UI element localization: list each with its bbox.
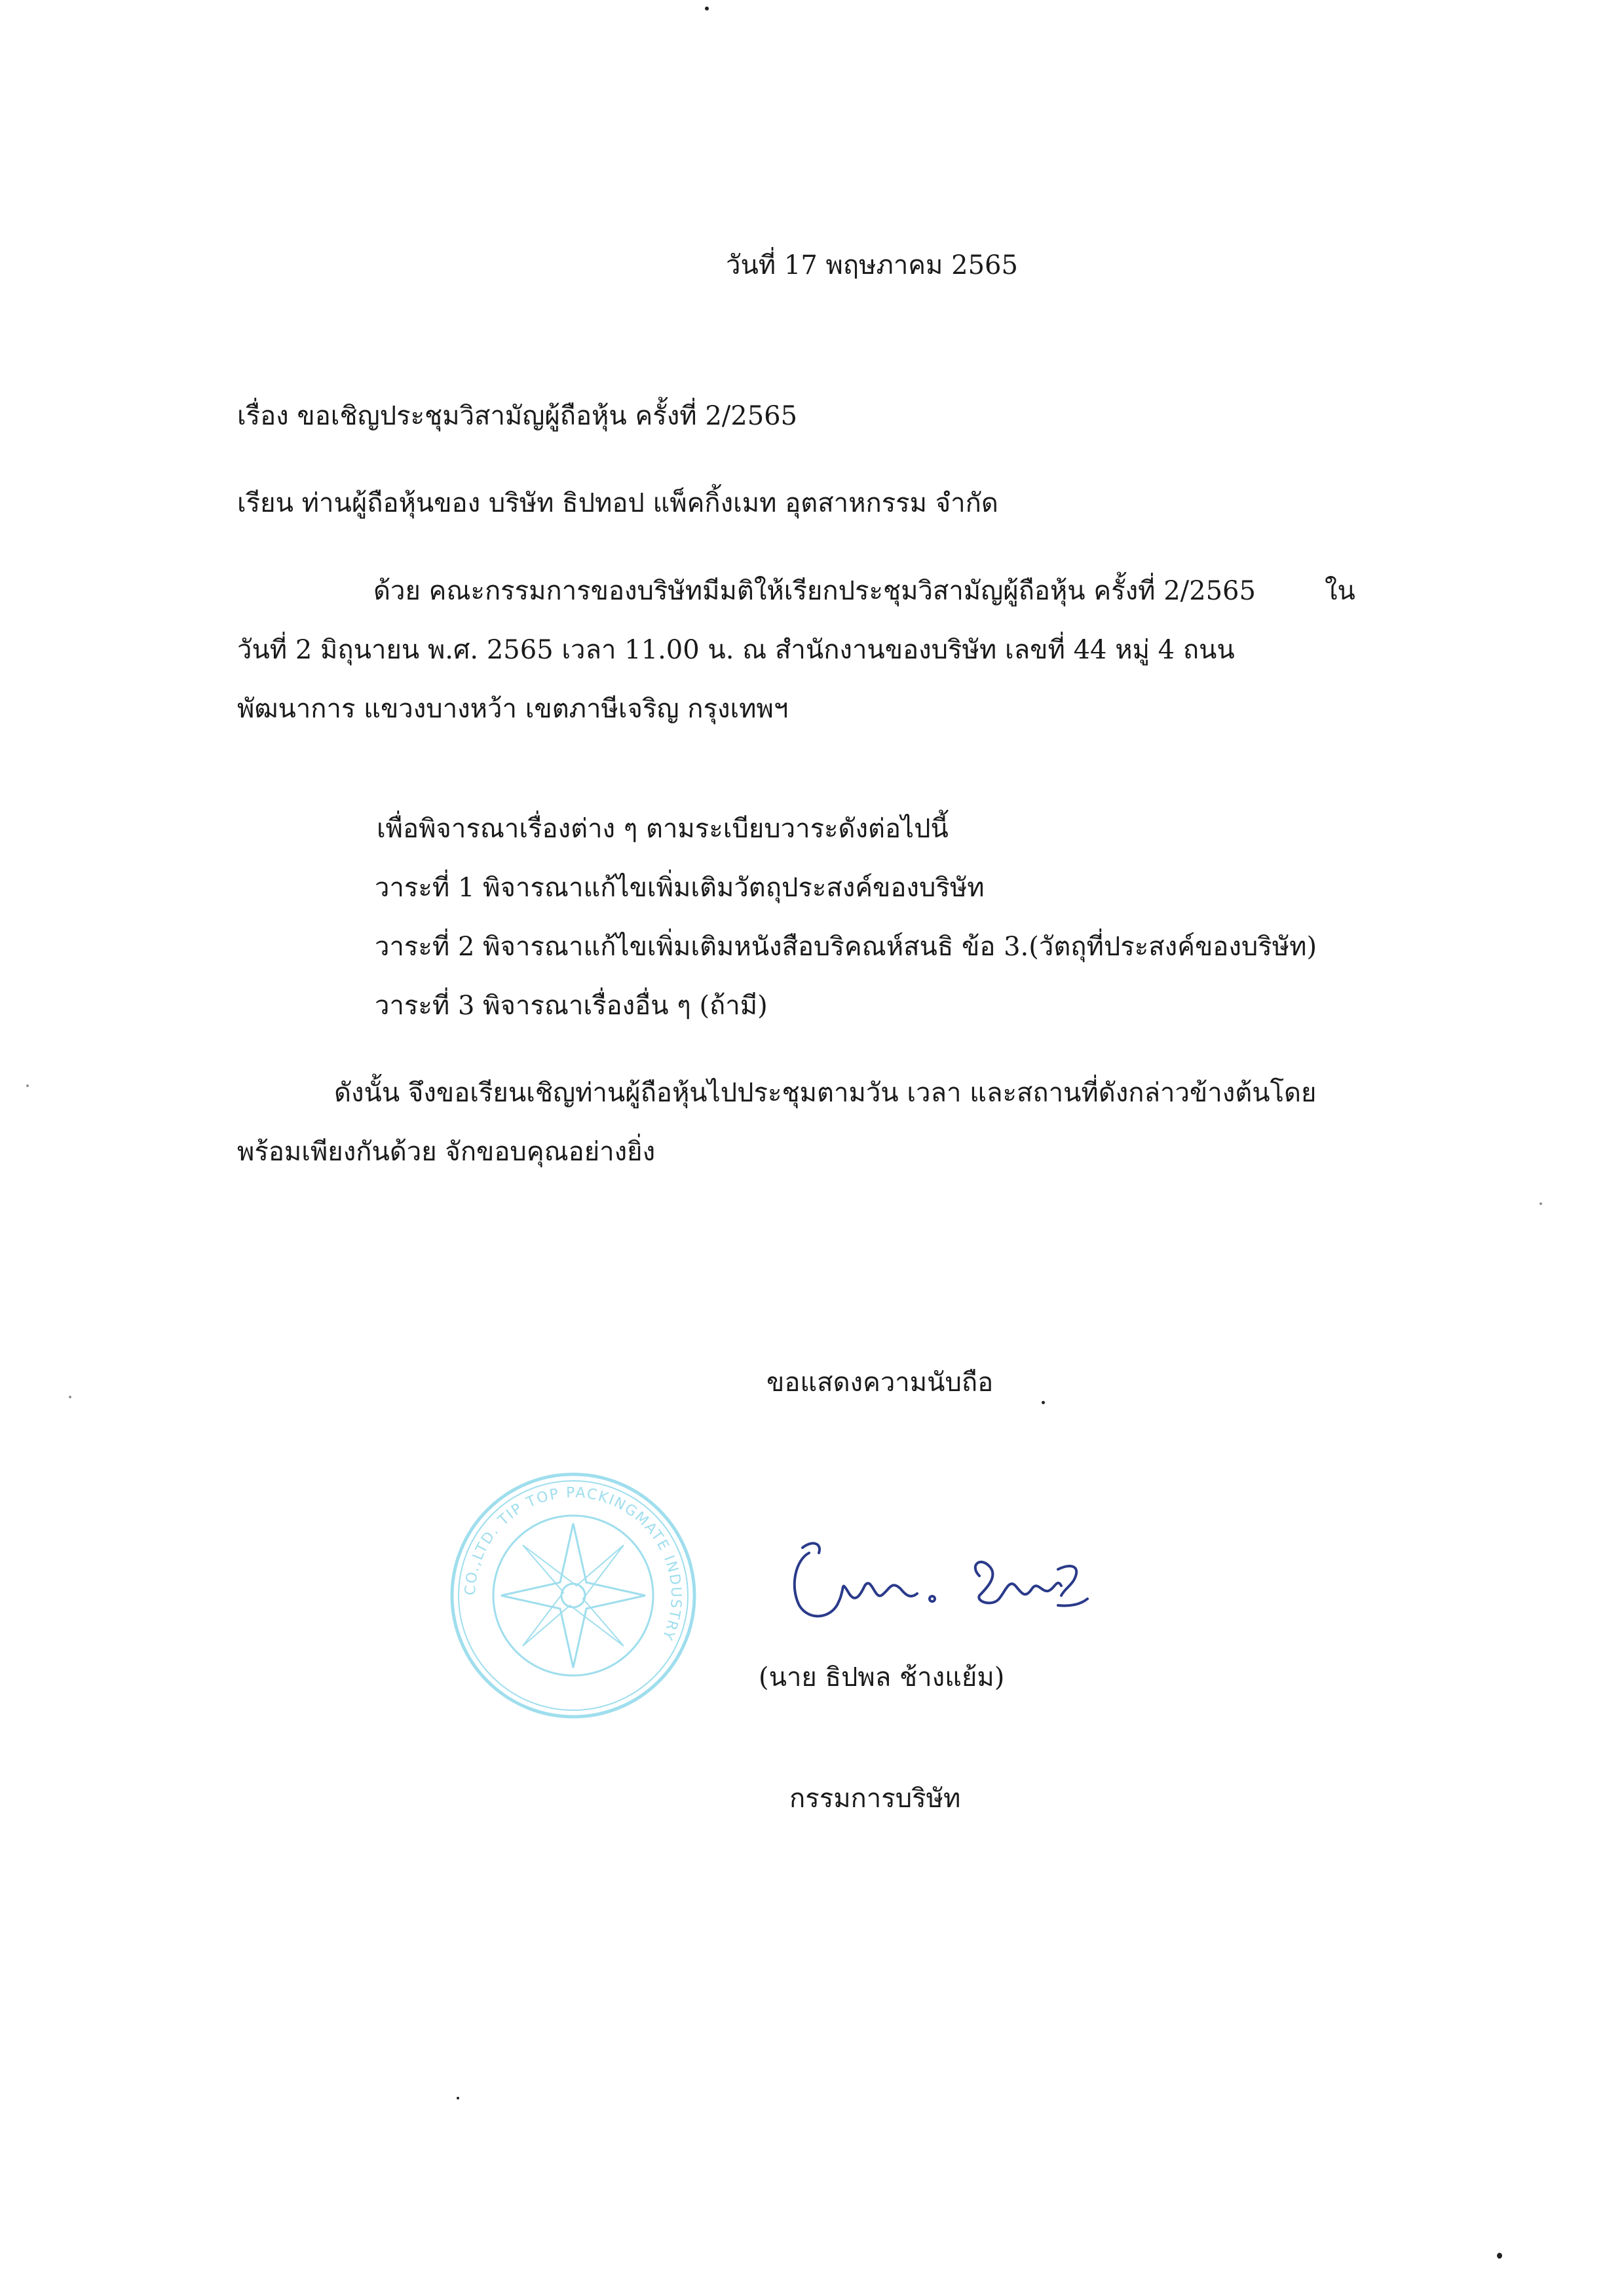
- signer-name: (นาย ธิปพล ช้างแย้ม): [759, 1662, 1005, 1693]
- scan-speck: [457, 2097, 459, 2099]
- scan-speck: [1497, 2253, 1502, 2259]
- body-paragraph-line-1: ด้วย คณะกรรมการของบริษัทมีมติให้เรียกประชุมวิสามัญผู้ถือหุ้น ครั้งที่ 2/2565: [373, 576, 1256, 606]
- agenda-item: วาระที่ 1 พิจารณาแก้ไขเพิ่มเติมวัตถุประสงค์ของบริษัท: [375, 873, 985, 903]
- subject-line: เรื่อง ขอเชิญประชุมวิสามัญผู้ถือหุ้น ครั้งที่ 2/2565: [237, 401, 798, 431]
- regards-line: ขอแสดงความนับถือ: [766, 1368, 994, 1398]
- signer-title: กรรมการบริษัท: [789, 1784, 961, 1814]
- scan-speck: [1539, 1202, 1542, 1205]
- closing-line-2: พร้อมเพียงกันด้วย จักขอบคุณอย่างยิ่ง: [237, 1137, 656, 1167]
- agenda-intro: เพื่อพิจารณาเรื่องต่าง ๆ ตามระเบียบวาระดังต่อไปนี้: [377, 814, 949, 844]
- scan-speck: [1042, 1401, 1045, 1404]
- agenda-item: วาระที่ 2 พิจารณาแก้ไขเพิ่มเติมหนังสือบริคณห์สนธิ ข้อ 3.(วัตถุที่ประสงค์ของบริษัท): [375, 932, 1317, 962]
- body-paragraph-line-2: วันที่ 2 มิถุนายน พ.ศ. 2565 เวลา 11.00 น. ณ สำนักงานของบริษัท เลขที่ 44 หมู่ 4 ถนน: [237, 635, 1235, 665]
- agenda-item: วาระที่ 3 พิจารณาเรื่องอื่น ๆ (ถ้ามี): [375, 991, 768, 1021]
- scan-speck: [705, 7, 709, 10]
- date-line: วันที่ 17 พฤษภาคม 2565: [726, 250, 1018, 280]
- closing-line-1: ดังนั้น จึงขอเรียนเชิญท่านผู้ถือหุ้นไปประชุมตามวัน เวลา และสถานที่ดังกล่าวข้างต้นโดย: [334, 1078, 1317, 1108]
- handwritten-signature: [783, 1533, 1097, 1632]
- body-paragraph-line-3: พัฒนาการ แขวงบางหว้า เขตภาษีเจริญ กรุงเทพฯ: [237, 694, 789, 724]
- svg-text:CO.,LTD. TIP TOP PACKINGMATE I: CO.,LTD. TIP TOP PACKINGMATE INDUSTRY: [462, 1484, 685, 1643]
- salutation-line: เรียน ท่านผู้ถือหุ้นของ บริษัท ธิปทอป แพ็คกิ้งเมท อุตสาหกรรม จำกัด: [237, 488, 998, 518]
- scan-speck: [69, 1396, 71, 1398]
- scan-speck: [26, 1084, 29, 1087]
- body-paragraph-line-1-end: ใน: [1325, 576, 1355, 606]
- company-seal-stamp: [445, 1468, 701, 1723]
